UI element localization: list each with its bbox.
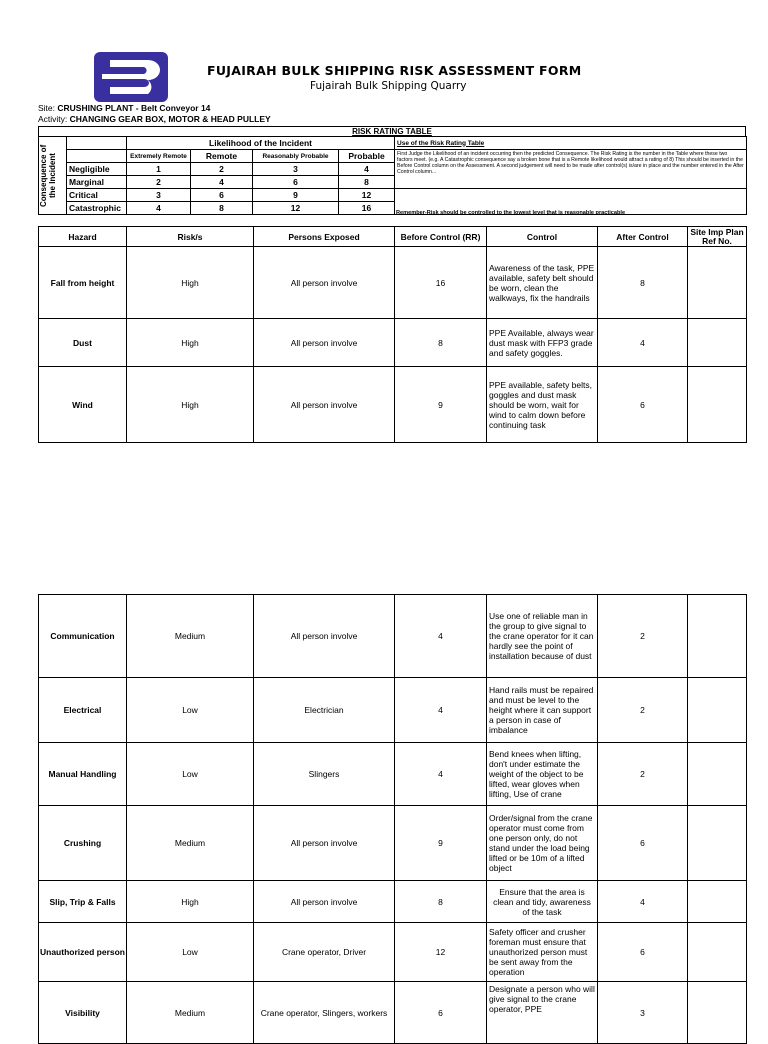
control-cell: Awareness of the task, PPE available, safety belt should be worn, clean the walkways, fix the handrails <box>487 247 598 319</box>
use-text: First Judge the Likelihood of an incident occurring then the predicted Consequence. The Risk Rating is the number in the Table where these two factors meet. (e.g. A Catastrophic consequence say a broken bone that is a Remote likelihood would attract a rating of 8) This should be inserted in the Before Control column on the Assessment. A second judgement will need to be made after control(s) is/are in place and the number entered in the After Control column... <box>395 150 747 189</box>
site-line <box>38 103 210 113</box>
risk-cell: Low <box>127 678 254 743</box>
before-cell: 4 <box>395 678 487 743</box>
risk-value: 8 <box>191 202 253 215</box>
after-cell: 8 <box>598 247 688 319</box>
hazard-cell: Manual Handling <box>39 743 127 806</box>
risk-cell: Low <box>127 743 254 806</box>
persons-cell: All person involve <box>254 806 395 881</box>
hazard-cell: Fall from height <box>39 247 127 319</box>
column-header-hazard: Hazard <box>39 227 127 247</box>
risk-value: 12 <box>339 189 395 202</box>
before-cell: 16 <box>395 247 487 319</box>
risk-reminder: Remember-Risk should be controlled to the lowest level that is reasonable practicable <box>396 210 626 216</box>
control-cell: Safety officer and crusher foreman must ensure that unauthorized person must be sent away from the operation <box>487 923 598 982</box>
before-cell: 12 <box>395 923 487 982</box>
risk-value: 16 <box>339 202 395 215</box>
risk-value: 4 <box>127 202 191 215</box>
risk-value: 6 <box>253 176 339 189</box>
after-cell: 6 <box>598 806 688 881</box>
before-cell: 4 <box>395 595 487 678</box>
ref-cell <box>688 319 747 367</box>
column-header-site-imp: Site Imp Plan Ref No. <box>688 227 747 247</box>
hazard-cell: Slip, Trip & Falls <box>39 881 127 923</box>
after-cell: 6 <box>598 367 688 443</box>
risk-value: 1 <box>127 163 191 176</box>
table-row <box>39 367 747 443</box>
after-cell: 6 <box>598 923 688 982</box>
hazard-cell: Wind <box>39 367 127 443</box>
risk-value: 3 <box>253 163 339 176</box>
likelihood-level: Probable <box>339 150 395 163</box>
hazard-cell: Crushing <box>39 806 127 881</box>
column-header-risks: Risk/s <box>127 227 254 247</box>
ref-cell <box>688 595 747 678</box>
risk-value: 3 <box>127 189 191 202</box>
ref-cell <box>688 982 747 1044</box>
after-cell: 2 <box>598 743 688 806</box>
ref-cell <box>688 881 747 923</box>
risk-value: 4 <box>339 163 395 176</box>
activity-line <box>38 114 271 124</box>
risk-rating-title: RISK RATING TABLE <box>38 126 746 136</box>
persons-cell: Crane operator, Driver <box>254 923 395 982</box>
control-cell: PPE available, safety belts, goggles and dust mask should be worn, wait for wind to calm down before continuing task <box>487 367 598 443</box>
likelihood-level: Extremely Remote <box>127 150 191 163</box>
risk-cell: High <box>127 881 254 923</box>
column-header-control: Control <box>487 227 598 247</box>
hazard-table-1 <box>38 226 747 443</box>
site-label: Site: <box>38 103 56 113</box>
before-cell: 8 <box>395 319 487 367</box>
before-cell: 4 <box>395 743 487 806</box>
hazard-cell: Electrical <box>39 678 127 743</box>
control-cell: Designate a person who will give signal to the crane operator, PPE <box>487 982 598 1044</box>
persons-cell: All person involve <box>254 367 395 443</box>
control-cell: Order/signal from the crane operator must come from one person only, do not stand under the load being lifted or be 10m of a lifted object <box>487 806 598 881</box>
risk-cell: Medium <box>127 806 254 881</box>
hazard-cell: Unauthorized person <box>39 923 127 982</box>
risk-cell: High <box>127 367 254 443</box>
ref-cell <box>688 806 747 881</box>
hazard-table-2 <box>38 594 747 1044</box>
persons-cell: Electrician <box>254 678 395 743</box>
risk-value: 6 <box>191 189 253 202</box>
form-subtitle: Fujairah Bulk Shipping Quarry <box>310 80 467 92</box>
table-row <box>39 743 747 806</box>
risk-value: 2 <box>191 163 253 176</box>
after-cell: 4 <box>598 319 688 367</box>
before-cell: 8 <box>395 881 487 923</box>
column-header-before: Before Control (RR) <box>395 227 487 247</box>
risk-value: 2 <box>127 176 191 189</box>
control-cell: Use one of reliable man in the group to give signal to the crane operator for it can hardly see the point of installation because of dust <box>487 595 598 678</box>
risk-value: 4 <box>191 176 253 189</box>
control-cell: PPE Available, always wear dust mask with FFP3 grade and safety goggles. <box>487 319 598 367</box>
hazard-cell: Dust <box>39 319 127 367</box>
control-cell: Hand rails must be repaired and must be level to the height where it can support a person in case of imbalance <box>487 678 598 743</box>
consequence-level: Marginal <box>67 176 127 189</box>
use-title: Use of the Risk Rating Table <box>395 137 747 150</box>
control-cell: Ensure that the area is clean and tidy, awareness of the task <box>487 881 598 923</box>
risk-cell: Medium <box>127 982 254 1044</box>
consequence-level: Catastrophic <box>67 202 127 215</box>
column-header-after: After Control <box>598 227 688 247</box>
ref-cell <box>688 743 747 806</box>
after-cell: 2 <box>598 595 688 678</box>
ref-cell <box>688 923 747 982</box>
ref-cell <box>688 367 747 443</box>
table-row <box>39 319 747 367</box>
after-cell: 2 <box>598 678 688 743</box>
table-row <box>39 678 747 743</box>
persons-cell: Crane operator, Slingers, workers <box>254 982 395 1044</box>
consequence-header: Consequence of the Incident <box>39 144 57 207</box>
hazard-cell: Visibility <box>39 982 127 1044</box>
after-cell: 3 <box>598 982 688 1044</box>
risk-value: 12 <box>253 202 339 215</box>
table-row <box>39 923 747 982</box>
site-value: CRUSHING PLANT - Belt Conveyor 14 <box>57 103 211 113</box>
ref-cell <box>688 678 747 743</box>
persons-cell: All person involve <box>254 595 395 678</box>
activity-label: Activity: <box>38 114 68 124</box>
before-cell: 9 <box>395 806 487 881</box>
risk-rating-table <box>38 136 747 215</box>
before-cell: 9 <box>395 367 487 443</box>
risk-cell: High <box>127 319 254 367</box>
ref-cell <box>688 247 747 319</box>
consequence-level: Negligible <box>67 163 127 176</box>
form-title: FUJAIRAH BULK SHIPPING RISK ASSESSMENT FORM <box>207 63 582 78</box>
before-cell: 6 <box>395 982 487 1044</box>
after-cell: 4 <box>598 881 688 923</box>
table-row <box>39 806 747 881</box>
consequence-header-cell <box>39 137 67 215</box>
likelihood-level: Reasonably Probable <box>253 150 339 163</box>
column-header-persons: Persons Exposed <box>254 227 395 247</box>
risk-value: 9 <box>253 189 339 202</box>
risk-value: 8 <box>339 176 395 189</box>
likelihood-header: Likelihood of the Incident <box>127 137 395 150</box>
likelihood-level: Remote <box>191 150 253 163</box>
risk-cell: Medium <box>127 595 254 678</box>
risk-cell: High <box>127 247 254 319</box>
risk-cell: Low <box>127 923 254 982</box>
table-row <box>39 595 747 678</box>
table-row <box>39 247 747 319</box>
persons-cell: Slingers <box>254 743 395 806</box>
persons-cell: All person involve <box>254 881 395 923</box>
persons-cell: All person involve <box>254 319 395 367</box>
company-logo <box>94 52 168 102</box>
control-cell: Bend knees when lifting, don't under estimate the weight of the object to be lifted, wear gloves when lifting, Use of crane <box>487 743 598 806</box>
consequence-level: Critical <box>67 189 127 202</box>
persons-cell: All person involve <box>254 247 395 319</box>
hazard-cell: Communication <box>39 595 127 678</box>
table-row <box>39 881 747 923</box>
table-row <box>39 982 747 1044</box>
activity-value: CHANGING GEAR BOX, MOTOR & HEAD PULLEY <box>69 114 271 124</box>
